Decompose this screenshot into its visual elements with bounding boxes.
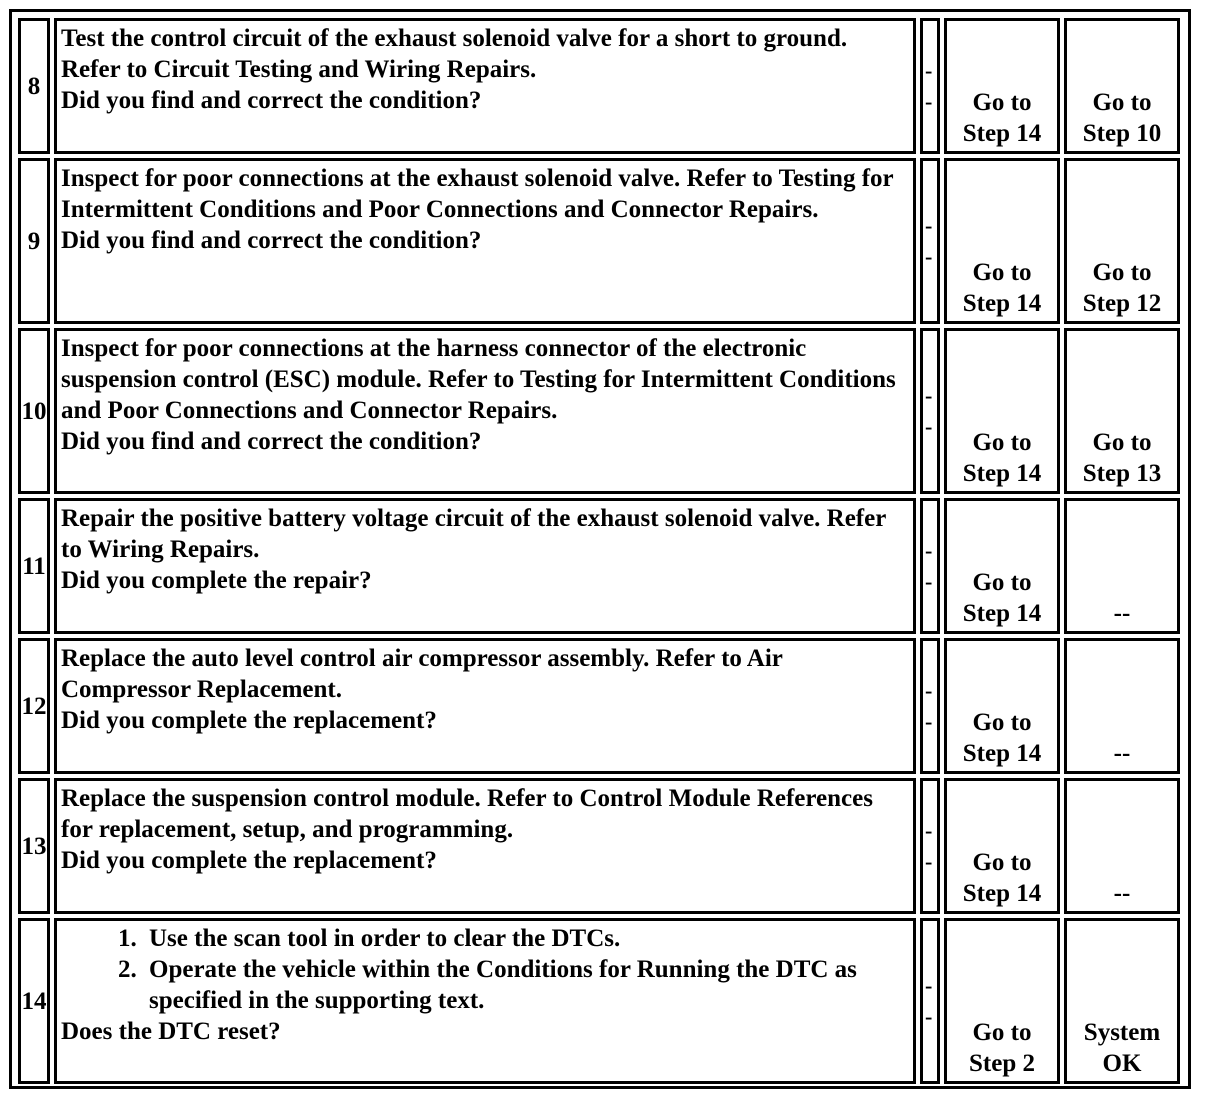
action-text: Test the control circuit of the exhaust solenoid valve for a short to ground. Refer to Circuit Testing and Wiring Repairs. xyxy=(61,25,848,83)
action-question: Did you find and correct the condition? xyxy=(61,428,482,455)
step-number: 12 xyxy=(18,638,50,774)
table-row xyxy=(18,328,1180,494)
action-text: Repair the positive battery voltage circuit of the exhaust solenoid valve. Refer to Wiring Repairs. xyxy=(61,505,886,563)
action-text: Inspect for poor connections at the harness connector of the electronic suspension control (ESC) module. Refer to Testing for Intermittent Conditions and Poor Connections and Connector Repairs. xyxy=(61,335,896,424)
action-question: Does the DTC reset? xyxy=(61,1018,281,1045)
step-values: - - xyxy=(920,498,940,634)
action-question: Did you complete the replacement? xyxy=(61,847,437,874)
yes-result: Go to Step 2 xyxy=(944,918,1060,1084)
action-question: Did you find and correct the condition? xyxy=(61,87,482,114)
action-question: Did you complete the replacement? xyxy=(61,707,437,734)
action-text: Inspect for poor connections at the exhaust solenoid valve. Refer to Testing for Intermittent Conditions and Poor Connections and Connector Repairs. xyxy=(61,165,894,223)
action-question: Did you complete the repair? xyxy=(61,567,372,594)
step-values: - - xyxy=(920,18,940,154)
no-result: System OK xyxy=(1064,918,1180,1084)
action-list xyxy=(61,923,909,1016)
action-question: Did you find and correct the condition? xyxy=(61,227,482,254)
step-values: - - xyxy=(920,778,940,914)
table-row xyxy=(18,918,1180,1084)
action-text: Replace the suspension control module. Refer to Control Module References for replacement, setup, and programming. xyxy=(61,785,873,843)
step-action xyxy=(54,778,916,914)
yes-result: Go to Step 14 xyxy=(944,158,1060,324)
no-result: -- xyxy=(1064,498,1180,634)
step-values: - - xyxy=(920,638,940,774)
step-number: 13 xyxy=(18,778,50,914)
step-action xyxy=(54,18,916,154)
step-action xyxy=(54,158,916,324)
table-row xyxy=(18,498,1180,634)
yes-result: Go to Step 14 xyxy=(944,638,1060,774)
no-result: -- xyxy=(1064,638,1180,774)
table-row xyxy=(18,778,1180,914)
table-row xyxy=(18,638,1180,774)
step-action xyxy=(54,918,916,1084)
list-item: 1. Use the scan tool in order to clear the DTCs. xyxy=(143,923,909,954)
no-result: Go to Step 13 xyxy=(1064,328,1180,494)
no-result: -- xyxy=(1064,778,1180,914)
step-action xyxy=(54,328,916,494)
list-item: 2. Operate the vehicle within the Conditions for Running the DTC as specified in the supporting text. xyxy=(143,954,909,1016)
step-number: 14 xyxy=(18,918,50,1084)
diagnostic-table-frame xyxy=(9,9,1191,1089)
table-row xyxy=(18,18,1180,154)
step-values: - - xyxy=(920,918,940,1084)
step-number: 11 xyxy=(18,498,50,634)
step-action xyxy=(54,498,916,634)
diagnostic-steps-table xyxy=(14,14,1184,1088)
action-text: Replace the auto level control air compressor assembly. Refer to Air Compressor Replacement. xyxy=(61,645,783,703)
yes-result: Go to Step 14 xyxy=(944,18,1060,154)
yes-result: Go to Step 14 xyxy=(944,778,1060,914)
step-values: - - xyxy=(920,158,940,324)
step-number: 10 xyxy=(18,328,50,494)
no-result: Go to Step 12 xyxy=(1064,158,1180,324)
step-number: 9 xyxy=(18,158,50,324)
step-action xyxy=(54,638,916,774)
yes-result: Go to Step 14 xyxy=(944,498,1060,634)
step-number: 8 xyxy=(18,18,50,154)
yes-result: Go to Step 14 xyxy=(944,328,1060,494)
table-row xyxy=(18,158,1180,324)
no-result: Go to Step 10 xyxy=(1064,18,1180,154)
step-values: - - xyxy=(920,328,940,494)
